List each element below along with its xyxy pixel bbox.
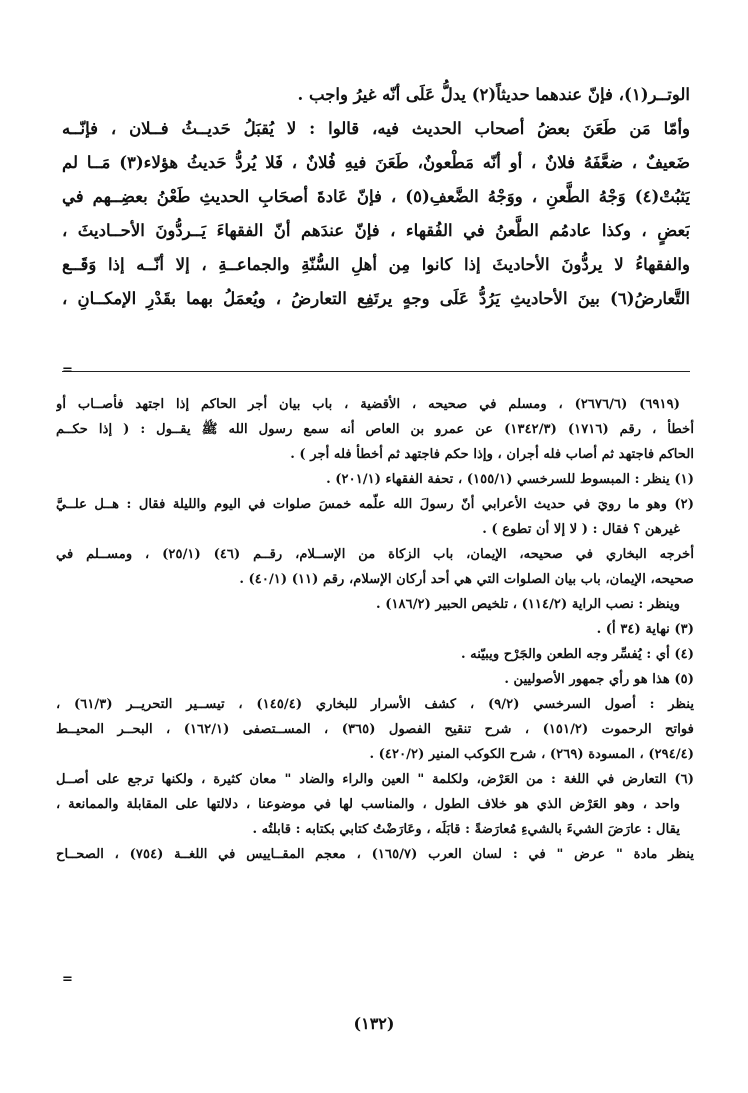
footnote-3 [56,617,694,642]
footnote-line: أخرجه البخاري في صحيحه، الإيمان، باب الزكاة من الإســلام، رقــم (٤٦) (٢٥/١) ، ومســلم في [56,547,694,562]
separator-mark: = [62,363,73,378]
footnote-line: صحيحه، الإيمان، باب بيان الصلوات التي هي أحد أركان الإسلام، رقم (١١) (٤٠/١) . [239,572,694,587]
footnote-6 [56,767,694,867]
footnote-line: (٢) وهو ما رويَ في حديث الأعرابي أنّ رسولَ الله علّمه خمسَ صلوات في اليوم والليلة فقال : هــل علــيَّ [56,497,694,512]
footnote-4 [56,642,694,667]
footnote-line: الحاكم فاجتهد ثم أصاب فله أجران ، وإذا حكم فاجتهد ثم أخطأ فله أجر ) . [290,447,694,462]
footnote-separator [62,371,690,373]
continuation-mark: = [62,972,73,987]
main-text-line: الوتــر(١)، فإنّ عندهما حديثاً(٢) يدلُّ عَلَى أنّه غيرُ واجب . [297,85,690,104]
main-text [62,78,690,316]
footnote-line: (٥) هذا هو رأي جمهور الأصوليين . [504,672,694,687]
footnote-line: فواتح الرحموت (١٥١/٢) ، شرح تنقيح الفصول (٣٦٥) ، المســتصفى (١٦٢/١) ، البحــر المحيــط [56,722,694,737]
footnote-line: ينظر : أصول السرخسي (٩/٢) ، كشف الأسرار للبخاري (١٤٥/٤) ، تيســير التحريــر (٦١/٣) ، [56,697,694,712]
footnote-line: (٤) أي : يُفسِّر وجه الطعن والجَرْح ويبيّنه . [460,647,694,662]
footnote-line: (١) ينظر : المبسوط للسرخسي (١٥٥/١) ، تحفة الفقهاء (٢٠١/١) . [326,472,694,487]
main-text-line: وأمّا مَن طَعَنَ بعضُ أصحاب الحديث فيه، قالوا : لا يُقبَلُ حَديــثُ فــلان ، فإنّــه [62,119,690,138]
footnote-line: واحد ، وهو العَرْض الذي هو خلاف الطول ، والمناسب لها في موضوعنا ، دلالتها على المقابلة والممانعة ، [56,797,680,812]
main-text-line: والفقهاءُ لا يردُّونَ الأحاديثَ إذا كانوا مِن أهلِ السُّنّةِ والجماعــةِ ، إلا أنّــه إذا وَقَــع [62,255,690,274]
footnotes [56,392,694,867]
main-text-line: التَّعارضُ(٦) بينَ الأحاديثِ يَرُدُّ عَلَى وجهٍ يرتَفِع التعارضُ ، ويُعمَلُ بهما بقَدْرِ الإمكــانِ ، [62,289,690,308]
footnote-line: أخطأ ، رقم (١٧١٦) (١٣٤٢/٣) عن عمرو بن العاص أنه سمع رسول الله ﷺ يقــول : ( إذا حكــم [56,422,694,437]
footnote-5 [56,667,694,767]
footnote-line: غيرهن ؟ فقال : ( لا إلا أن تطوع ) . [482,522,680,537]
main-text-line: ضَعيفٌ ، ضعَّفَهُ فلانٌ ، أو أنّه مَطْعونٌ، طَعَنَ فيهِ فُلانٌ ، فَلا يُردُّ حَديثُ هؤلاء(٣) مَــا لم [62,153,690,172]
footnote-line: يقال : عارَضَ الشيءَ بالشيءِ مُعارَضةً : قابَلَه ، وعَارَضْتُ كتابي بكتابه : قابلتُه . [252,822,680,837]
page-number: (١٣٢) [353,1014,395,1033]
footnote-line: (٦) التعارض في اللغة : من العَرْض، ولكلمة " العين والراء والضاد " معان كثيرة ، ولكنها ترجع على أصــل [56,772,694,787]
footnote-line: (٢٩٤/٤) ، المسودة (٢٦٩) ، شرح الكوكب المنير (٤٢٠/٢) . [369,747,694,762]
footnote-line: (٣) نهاية (٣٤ أ) . [596,622,694,637]
main-text-line: يَثبُتْ(٤) وَجْهُ الطَّعنِ ، ووَجْهُ الضَّعفِ(٥) ، فإنّ عَادةَ أصحَابِ الحديثِ طَعْنُ بعضِــهم في [62,187,690,206]
footnote-continuation [56,392,694,467]
footnote-line: ينظر مادة " عرض " في : لسان العرب (١٦٥/٧) ، معجم المقــاييس في اللغــة (٧٥٤) ، الصحــاح [56,847,694,862]
footnote-line: (٦٩١٩) (٢٦٧٦/٦) ، ومسلم في صحيحه ، الأقضية ، باب بيان أجر الحاكم إذا اجتهد فأصــاب أو [56,397,680,412]
main-text-line: بَعضٍ ، وكذا عادمُم الطَّعنُ في الفُقهاء ، فإنّ عندَهم أنّ الفقهاءَ يَــردُّونَ الأحــاديثَ ، [62,221,690,240]
footnote-2 [56,492,694,617]
footnote-line: وينظر : نصب الراية (١١٤/٢) ، تلخيص الحبير (١٨٦/٢) . [376,597,680,612]
footnote-1 [56,467,694,492]
